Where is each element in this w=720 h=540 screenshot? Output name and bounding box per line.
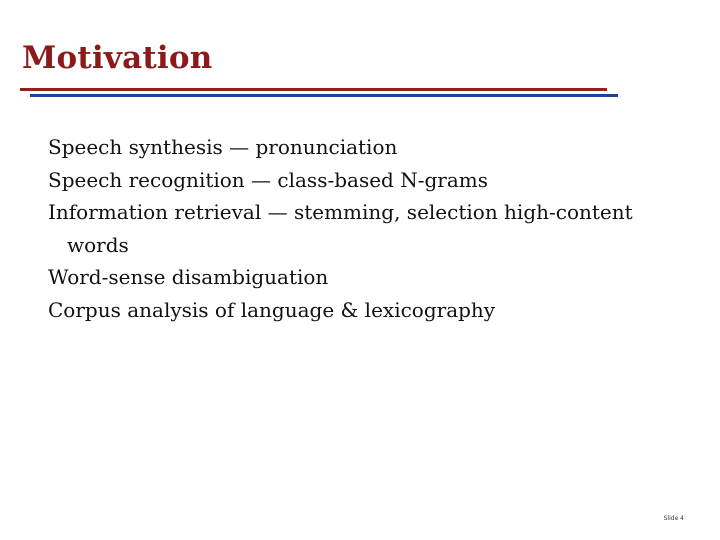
bullet-list (48, 131, 688, 326)
slide-title: Motivation (22, 40, 213, 76)
bullet-item: Information retrieval — stemming, selection high-content words (48, 200, 633, 257)
bullet-item: Word-sense disambiguation (48, 265, 329, 289)
bullet-item: Speech synthesis — pronunciation (48, 135, 398, 159)
bullet-item: Speech recognition — class-based N-grams (48, 167, 488, 192)
bullet-item: Corpus analysis of language & lexicography (48, 297, 496, 322)
title-underline-blue (30, 94, 618, 97)
slide-number: Slide 4 (663, 515, 684, 522)
title-underline-red (20, 88, 607, 91)
